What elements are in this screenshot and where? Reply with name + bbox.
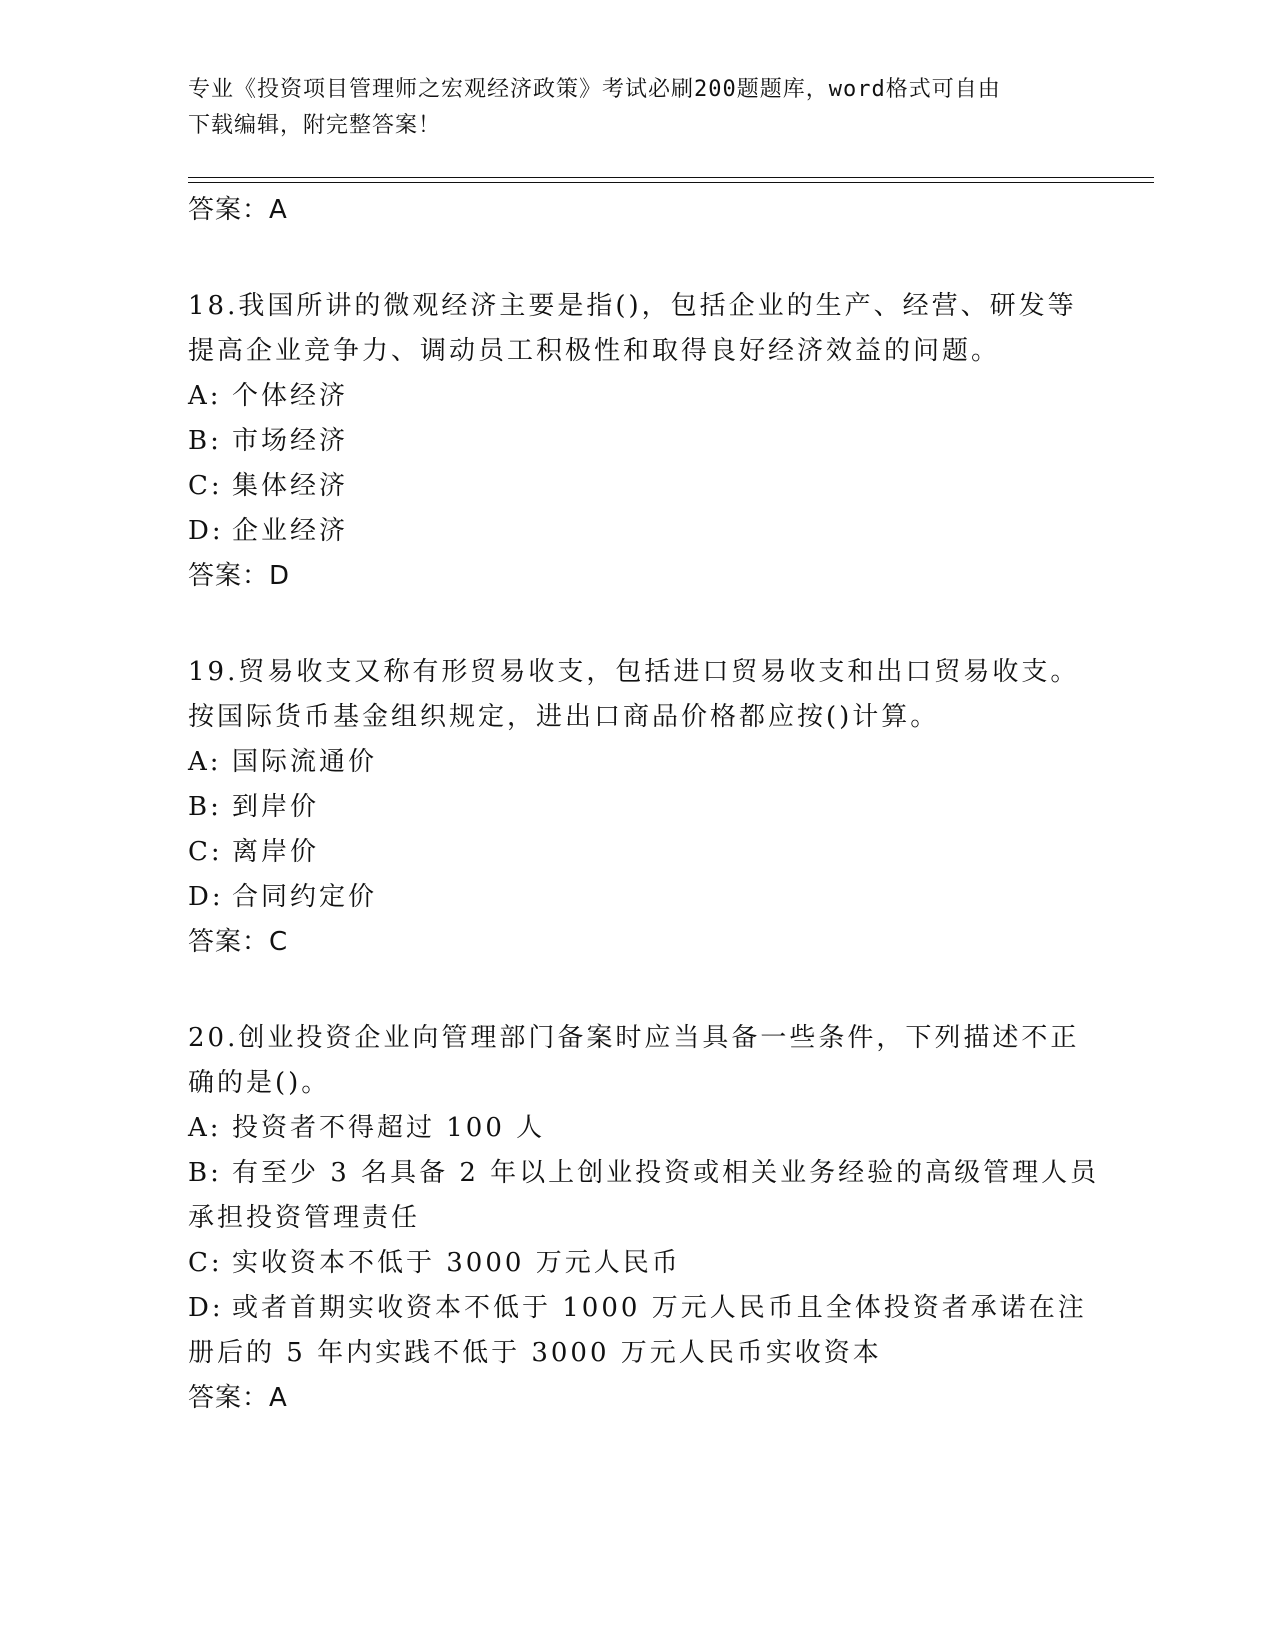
option-text: 国际流通价 xyxy=(232,747,378,777)
stem-line: 18.我国所讲的微观经济主要是指()，包括企业的生产、经营、研发等 xyxy=(188,291,1077,321)
option-text: 到岸价 xyxy=(232,792,320,822)
option-text: 或者首期实收资本不低于 1000 万元人民币且全体投资者承诺在注 xyxy=(232,1293,1087,1323)
stem-line: 按国际货币基金组织规定，进出口商品价格都应按()计算。 xyxy=(188,702,940,732)
option-text: 实收资本不低于 3000 万元人民币 xyxy=(232,1248,681,1278)
option-b-continued: 承担投资管理责任 xyxy=(188,1203,421,1233)
question-stem xyxy=(188,284,1088,374)
header-divider-bottom xyxy=(188,182,1154,183)
option-c xyxy=(188,1241,1088,1286)
option-letter: A: xyxy=(188,747,222,777)
stem-line: 确的是()。 xyxy=(188,1068,331,1098)
question-19 xyxy=(188,650,1088,964)
answer-line: 答案：C xyxy=(188,927,289,957)
header-divider-top xyxy=(188,177,1154,178)
option-d-continued: 册后的 5 年内实践不低于 3000 万元人民币实收资本 xyxy=(188,1338,882,1368)
option-d xyxy=(188,509,1088,554)
option-letter: B: xyxy=(188,1158,222,1188)
option-b xyxy=(188,419,1088,464)
stem-line: 19.贸易收支又称有形贸易收支，包括进口贸易收支和出口贸易收支。 xyxy=(188,657,1080,687)
option-text: 有至少 3 名具备 2 年以上创业投资或相关业务经验的高级管理人员 xyxy=(232,1158,1100,1188)
option-letter: D: xyxy=(188,516,224,546)
option-c xyxy=(188,830,1088,875)
option-a xyxy=(188,374,1088,419)
question-list xyxy=(188,188,1100,1420)
question-stem xyxy=(188,1016,1088,1106)
option-d xyxy=(188,1286,1088,1331)
answer-line: 答案：D xyxy=(188,561,291,591)
option-text: 个体经济 xyxy=(232,381,349,411)
option-letter: B: xyxy=(188,426,222,456)
question-20 xyxy=(188,1016,1100,1420)
option-letter: A: xyxy=(188,1113,222,1143)
header-line-1: 专业《投资项目管理师之宏观经济政策》考试必刷200题题库，word格式可自由 xyxy=(188,77,1001,102)
question-18 xyxy=(188,284,1088,598)
option-text: 集体经济 xyxy=(232,471,349,501)
option-text: 企业经济 xyxy=(232,516,349,546)
option-letter: A: xyxy=(188,381,222,411)
previous-answer: 答案：A xyxy=(188,195,288,225)
stem-line: 提高企业竞争力、调动员工积极性和取得良好经济效益的问题。 xyxy=(188,336,1001,366)
option-letter: C: xyxy=(188,471,223,501)
option-text: 市场经济 xyxy=(232,426,349,456)
option-letter: C: xyxy=(188,1248,223,1278)
option-d xyxy=(188,875,1088,920)
option-text: 合同约定价 xyxy=(232,882,378,912)
stem-line: 20.创业投资企业向管理部门备案时应当具备一些条件，下列描述不正 xyxy=(188,1023,1080,1053)
option-letter: C: xyxy=(188,837,223,867)
option-b xyxy=(188,1151,1100,1196)
option-letter: B: xyxy=(188,792,222,822)
header-note xyxy=(188,72,1068,144)
option-c xyxy=(188,464,1088,509)
option-letter: D: xyxy=(188,882,224,912)
question-stem xyxy=(188,650,1088,740)
header-line-2: 下载编辑，附完整答案！ xyxy=(188,113,442,138)
option-b xyxy=(188,785,1088,830)
option-a xyxy=(188,1106,1088,1151)
answer-line: 答案：A xyxy=(188,1383,288,1413)
option-text: 离岸价 xyxy=(232,837,320,867)
option-letter: D: xyxy=(188,1293,224,1323)
option-a xyxy=(188,740,1088,785)
option-text: 投资者不得超过 100 人 xyxy=(232,1113,546,1143)
